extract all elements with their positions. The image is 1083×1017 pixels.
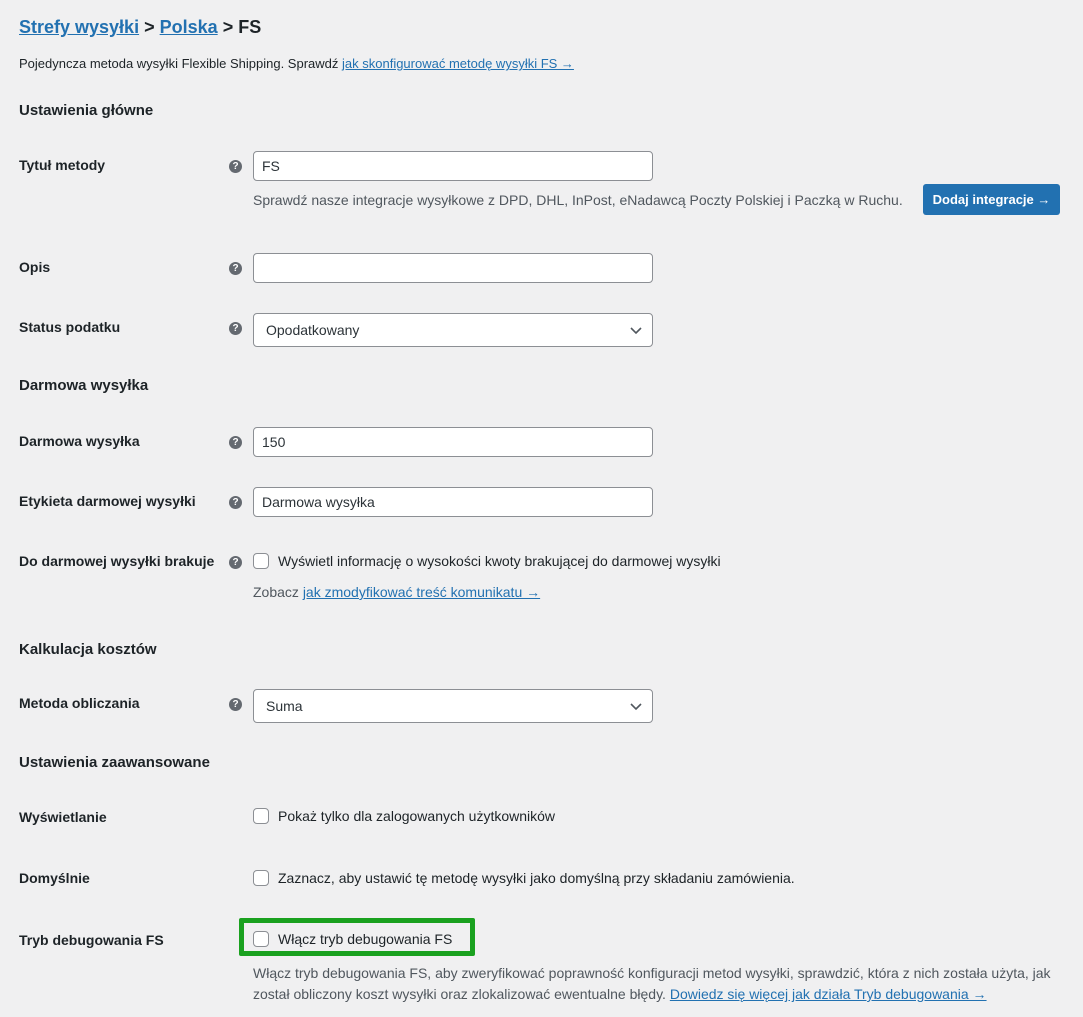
display-label: Wyświetlanie bbox=[19, 809, 107, 825]
description-label: Opis bbox=[19, 259, 51, 275]
description-input[interactable] bbox=[253, 253, 653, 283]
debug-mode-checkbox[interactable] bbox=[253, 931, 269, 947]
default-label: Domyślnie bbox=[19, 870, 90, 886]
breadcrumb bbox=[19, 17, 261, 38]
calc-method-value: Suma bbox=[266, 698, 303, 714]
missing-amount-see-text: Zobacz bbox=[253, 584, 299, 600]
breadcrumb-separator: > bbox=[144, 17, 155, 37]
help-icon[interactable]: ? bbox=[229, 322, 242, 335]
section-title-advanced: Ustawienia zaawansowane bbox=[19, 754, 210, 771]
default-checkbox-label[interactable]: Zaznacz, aby ustawić tę metodę wysyłki jako domyślną przy składaniu zamówienia. bbox=[278, 870, 795, 886]
breadcrumb-separator: > bbox=[222, 17, 234, 37]
free-label-label: Etykieta darmowej wysyłki bbox=[19, 493, 196, 509]
configure-guide-link[interactable]: jak skonfigurować metodę wysyłki FS → bbox=[342, 56, 574, 71]
add-integration-button[interactable]: Dodaj integracje → bbox=[923, 184, 1060, 215]
display-checkbox-label[interactable]: Pokaż tylko dla zalogowanych użytkowników bbox=[278, 808, 556, 824]
display-checkbox[interactable] bbox=[253, 808, 269, 824]
debug-learn-more-link[interactable]: Dowiedz się więcej jak działa Tryb debugowania → bbox=[669, 986, 987, 1002]
display-option bbox=[253, 808, 555, 824]
help-icon[interactable]: ? bbox=[229, 436, 242, 449]
free-shipping-input[interactable] bbox=[253, 427, 653, 457]
breadcrumb-current: FS bbox=[238, 17, 262, 37]
section-title-main: Ustawienia główne bbox=[19, 102, 154, 119]
section-title-free-shipping: Darmowa wysyłka bbox=[19, 377, 149, 394]
default-option bbox=[253, 870, 795, 886]
breadcrumb-country-link[interactable]: Polska bbox=[159, 17, 218, 37]
tax-status-value: Opodatkowany bbox=[266, 322, 360, 338]
calc-method-select[interactable] bbox=[253, 689, 653, 723]
tax-status-select[interactable] bbox=[253, 313, 653, 347]
section-title-cost-calc: Kalkulacja kosztów bbox=[19, 641, 157, 658]
intro-text bbox=[19, 56, 574, 71]
breadcrumb-zones-link[interactable]: Strefy wysyłki bbox=[19, 17, 140, 37]
help-icon[interactable]: ? bbox=[229, 698, 242, 711]
tax-status-label: Status podatku bbox=[19, 319, 121, 335]
chevron-down-icon bbox=[628, 698, 644, 714]
help-icon[interactable]: ? bbox=[229, 496, 242, 509]
default-checkbox[interactable] bbox=[253, 870, 269, 886]
integration-description: Sprawdź nasze integracje wysyłkowe z DPD, DHL, InPost, eNadawcą Poczty Polskiej i Paczką w Ruchu. bbox=[253, 192, 903, 208]
debug-mode-description-text: Włącz tryb debugowania FS, aby zweryfikować poprawność konfiguracji metod wysyłki, sprawdzić, która z nich została użyta, jak został obliczony koszt wysyłki oraz zlokalizować ewentualne błędy. bbox=[253, 965, 1051, 1002]
help-icon[interactable]: ? bbox=[229, 262, 242, 275]
help-icon[interactable]: ? bbox=[229, 160, 242, 173]
modify-message-link[interactable]: jak zmodyfikować treść komunikatu → bbox=[302, 584, 541, 600]
debug-mode-option bbox=[253, 931, 452, 947]
missing-amount-checkbox-label[interactable]: Wyświetl informację o wysokości kwoty brakującej do darmowej wysyłki bbox=[278, 553, 721, 569]
missing-amount-label: Do darmowej wysyłki brakuje bbox=[19, 553, 215, 569]
debug-mode-label: Tryb debugowania FS bbox=[19, 932, 164, 948]
method-title-label: Tytuł metody bbox=[19, 157, 106, 173]
missing-amount-checkbox[interactable] bbox=[253, 553, 269, 569]
intro-description: Pojedyncza metoda wysyłki Flexible Shipping. Sprawdź bbox=[19, 56, 339, 71]
method-title-input[interactable] bbox=[253, 151, 653, 181]
missing-amount-hint bbox=[253, 584, 540, 600]
free-shipping-label: Darmowa wysyłka bbox=[19, 433, 140, 449]
free-label-input[interactable] bbox=[253, 487, 653, 517]
debug-mode-checkbox-label[interactable]: Włącz tryb debugowania FS bbox=[278, 931, 453, 947]
chevron-down-icon bbox=[628, 322, 644, 338]
missing-amount-option bbox=[253, 553, 721, 569]
debug-mode-description bbox=[253, 963, 1068, 1005]
calc-method-label: Metoda obliczania bbox=[19, 695, 140, 711]
help-icon[interactable]: ? bbox=[229, 556, 242, 569]
